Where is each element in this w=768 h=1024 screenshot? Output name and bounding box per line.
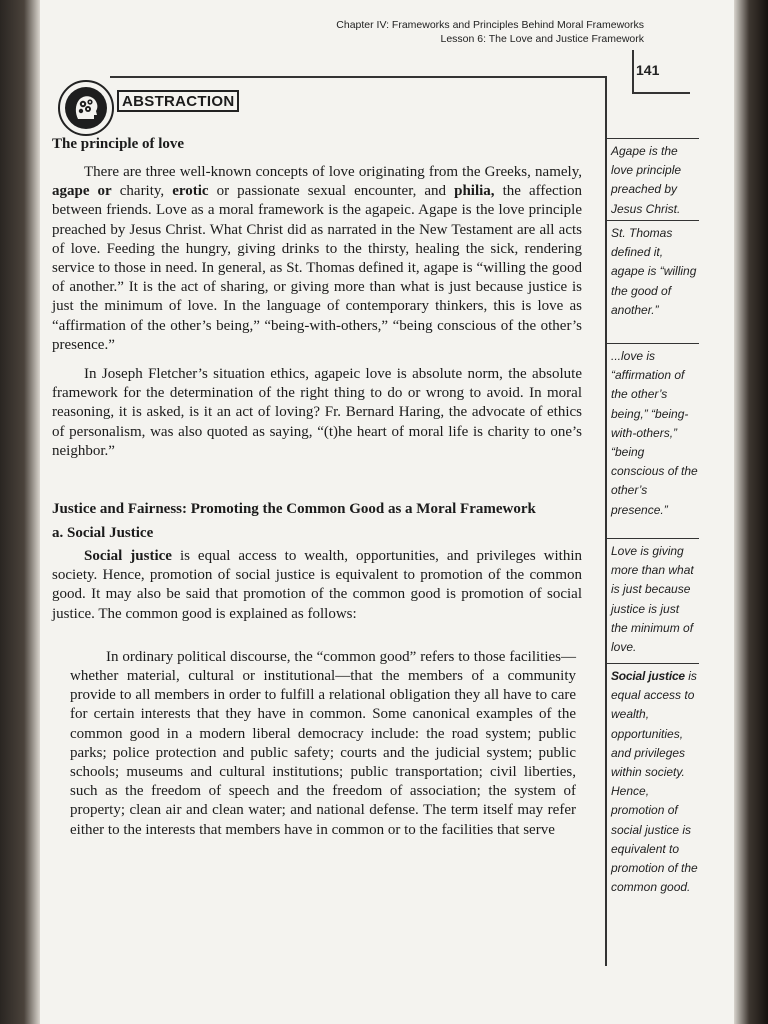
book-edge-shadow-right xyxy=(734,0,768,1024)
block-quote-common-good: In ordinary political discourse, the “common good” refers to those facilities—whether material, cultural or institutional—that the members of a community provide to all members in order to fulfill a relational obligation they all have to care for certain interests that they have in common. Some canonical examples of the common good in a modern liberal democracy include: the road system; public parks; police protection and public safety; courts and the judicial system; public schools; museums and cultural institutions; public transportation; civil liberties, such as the freedom of speech and the freedom of association; the system of property; clean air and clean water; and national defense. The term itself may refer either to the interests that members have in common or to the facilities that serve xyxy=(70,648,576,838)
paragraph-situation-ethics: In Joseph Fletcher’s situation ethics, agapeic love is absolute norm, the absolute framework for the determination of the right thing to do or wrong to avoid. In moral reasoning, it is asked, is it an act of loving? Fr. Bernard Haring, the advocate of ethics of personalism, was also quoted as saying, “(t)he heart of moral life is charity to one’s neighbor.” xyxy=(52,366,582,459)
margin-note-love-giving: Love is giving more than what is just because justice is just the minimum of love. xyxy=(607,538,699,663)
page-number: 141 xyxy=(636,62,660,78)
section-heading-justice: Justice and Fairness: Promoting the Common Good as a Moral Framework xyxy=(52,501,536,518)
margin-notes xyxy=(607,138,699,903)
paragraph-love-concepts: There are three well-known concepts of love originating from the Greeks, namely, agape or charity, erotic or passionate sexual encounter, and philia, the affection between friends. Love as a moral framework is the agapeic. Agape is the love principle preached by Jesus Christ. What Christ did as narrated in the New Testament are all acts of love. Feeding the hungry, giving drinks to the thirsty, healing the sick, rendering service to those in need. In general, as St. Thomas defined it, agape is “willing the good of another.” It is the act of sharing, or giving more than what is just because justice is just the minimum of love. In the language of contemporary thinkers, this is love as “affirmation of the other’s being,” “being-with-others,” “being conscious of the other’s presence.” xyxy=(52,164,582,353)
margin-note-social-justice: Social justice is equal access to wealth, opportunities, and privileges within society. Hence, promotion of social justice is equivalent to promotion of the common good. xyxy=(607,663,699,903)
abstraction-badge xyxy=(58,80,114,136)
page-number-rule-vertical xyxy=(632,50,634,94)
subsection-heading-social-justice: a. Social Justice xyxy=(52,525,154,542)
running-header xyxy=(40,18,644,46)
content-frame-top-rule xyxy=(110,76,606,78)
margin-note-agape: Agape is the love principle preached by Jesus Christ. xyxy=(607,138,699,220)
abstraction-label: ABSTRACTION xyxy=(117,90,239,112)
section-heading-love: The principle of love xyxy=(52,136,185,152)
book-page xyxy=(40,0,734,1024)
page-number-rule-horizontal xyxy=(632,92,690,94)
chapter-title: Chapter IV: Frameworks and Principles Behind Moral Frameworks xyxy=(336,19,644,31)
main-column xyxy=(52,136,582,840)
book-spine-shadow-left xyxy=(0,0,40,1024)
paragraph-social-justice: Social justice is equal access to wealth, opportunities, and privileges within society. Hence, promotion of social justice is equivalent to promotion of the common good. It may also be said that promotion of the common good is promotion of social justice. The common good is explained as follows: xyxy=(52,548,582,622)
lesson-title: Lesson 6: The Love and Justice Framework xyxy=(440,33,644,45)
margin-note-affirmation: ...love is “affirmation of the other’s being,” “being-with-others,” “being conscious of the other’s presence.” xyxy=(607,343,699,538)
head-gears-icon xyxy=(69,91,103,125)
margin-note-st-thomas: St. Thomas defined it, agape is “willing the good of another.” xyxy=(607,220,699,343)
